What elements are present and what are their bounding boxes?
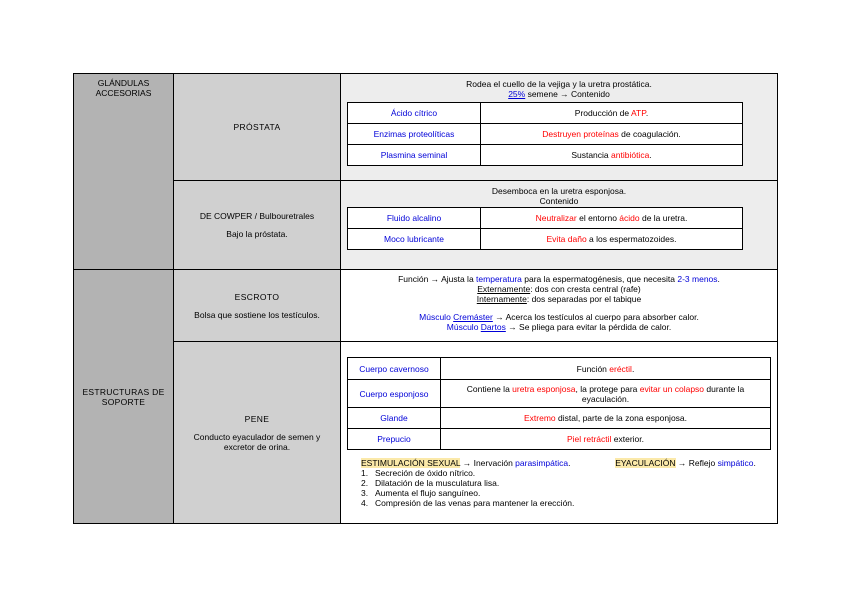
organ-prostata: [174, 74, 341, 181]
row-escroto: [74, 270, 778, 342]
organ-desc: Conducto eyaculador de semen y excretor de orina.: [193, 431, 321, 452]
list-item: 4. Compresión de las venas para mantener la erección.: [361, 498, 575, 508]
row-key: Enzimas proteolíticas: [348, 124, 481, 145]
escroto-funcion: Función → Ajusta la temperatura para la espermatogénesis, que necesita 2-3 menos.: [398, 274, 720, 284]
organ-desc: Bajo la próstata.: [226, 229, 288, 239]
row-pene: [74, 342, 778, 524]
content-cowper: [341, 181, 778, 270]
table-row: [348, 380, 771, 408]
row-key: Plasmina seminal: [348, 145, 481, 166]
row-cowper: [74, 181, 778, 270]
section-glandulas: [74, 74, 174, 270]
row-value: Contiene la uretra esponjosa, la protege para evitar un colapso durante la eyaculación.: [441, 380, 771, 408]
table-row: [348, 429, 771, 450]
escroto-dartos: Músculo Dartos → Se pliega para evitar la pérdida de calor.: [446, 322, 672, 332]
row-value: Sustancia antibiótica.: [481, 145, 743, 166]
row-key: Moco lubricante: [348, 229, 481, 250]
pene-table: [347, 357, 771, 450]
organ-escroto: [174, 270, 341, 342]
organ-name: PRÓSTATA: [233, 122, 281, 132]
list-item: 2. Dilatación de la musculatura lisa.: [361, 478, 500, 488]
row-value: Evita daño a los espermatozoides.: [481, 229, 743, 250]
escroto-cremaster: Músculo Cremáster → Acerca los testículos al cuerpo para absorber calor.: [419, 312, 699, 322]
organ-name: DE COWPER / Bulbouretrales: [199, 211, 315, 221]
row-key: Glande: [348, 408, 441, 429]
table-row: [348, 208, 743, 229]
table-row: [348, 145, 743, 166]
steps-list: [361, 468, 777, 508]
cowper-contenido: Contenido: [539, 196, 579, 206]
organ-desc: Bolsa que sostiene los testículos.: [194, 309, 320, 320]
table-row: [348, 229, 743, 250]
stimulation-line: ESTIMULACIÓN SEXUAL → Inervación parasimpática. EYACULACIÓN → Reflejo simpático.: [361, 458, 756, 468]
organ-name: PENE: [244, 413, 270, 424]
list-item: 3. Aumenta el flujo sanguíneo.: [361, 488, 481, 498]
pene-notes: [361, 458, 777, 508]
table-row: [348, 103, 743, 124]
escroto-externamente: Externamente: dos con cresta central (rafe): [477, 284, 641, 294]
section-label: ESTRUCTURAS DE SOPORTE: [82, 386, 165, 407]
row-value: Función eréctil.: [441, 358, 771, 380]
row-value: Destruyen proteínas de coagulación.: [481, 124, 743, 145]
row-key: Cuerpo esponjoso: [348, 380, 441, 408]
estimulacion-label: ESTIMULACIÓN SEXUAL: [361, 458, 461, 468]
prostata-table: [347, 102, 743, 166]
cremaster-link[interactable]: Cremáster: [453, 312, 493, 322]
list-item: 1. Secreción de óxido nítrico.: [361, 468, 476, 478]
organ-cowper: [174, 181, 341, 270]
content-prostata: [341, 74, 778, 181]
section-label: GLÁNDULAS ACCESORIAS: [95, 78, 152, 98]
row-value: Producción de ATP.: [481, 103, 743, 124]
summary-table: [73, 73, 778, 524]
percent-link[interactable]: 25%: [508, 89, 526, 99]
table-row: [348, 358, 771, 380]
row-key: Ácido cítrico: [348, 103, 481, 124]
table-row: [348, 408, 771, 429]
organ-pene: [174, 342, 341, 524]
table-row: [348, 124, 743, 145]
row-key: Prepucio: [348, 429, 441, 450]
row-prostata: [74, 74, 778, 181]
row-value: Neutralizar el entorno ácido de la uretra.: [481, 208, 743, 229]
row-key: Cuerpo cavernoso: [348, 358, 441, 380]
row-key: Fluido alcalino: [348, 208, 481, 229]
dartos-link[interactable]: Dartos: [480, 322, 506, 332]
prostata-semen: 25% semene → Contenido: [508, 89, 610, 99]
eyaculacion-label: EYACULACIÓN: [615, 458, 676, 468]
organ-name: ESCROTO: [234, 291, 280, 302]
prostata-intro: Rodea el cuello de la vejiga y la uretra prostática.: [466, 79, 652, 89]
row-value: Piel retráctil exterior.: [441, 429, 771, 450]
cowper-intro: Desemboca en la uretra esponjosa.: [491, 186, 627, 196]
escroto-internamente: Internamente: dos separadas por el tabique: [476, 294, 642, 304]
content-pene: [341, 342, 778, 524]
content-escroto: [341, 270, 778, 342]
row-value: Extremo distal, parte de la zona esponjosa.: [441, 408, 771, 429]
cowper-table: [347, 207, 743, 250]
section-estructuras: [74, 270, 174, 524]
